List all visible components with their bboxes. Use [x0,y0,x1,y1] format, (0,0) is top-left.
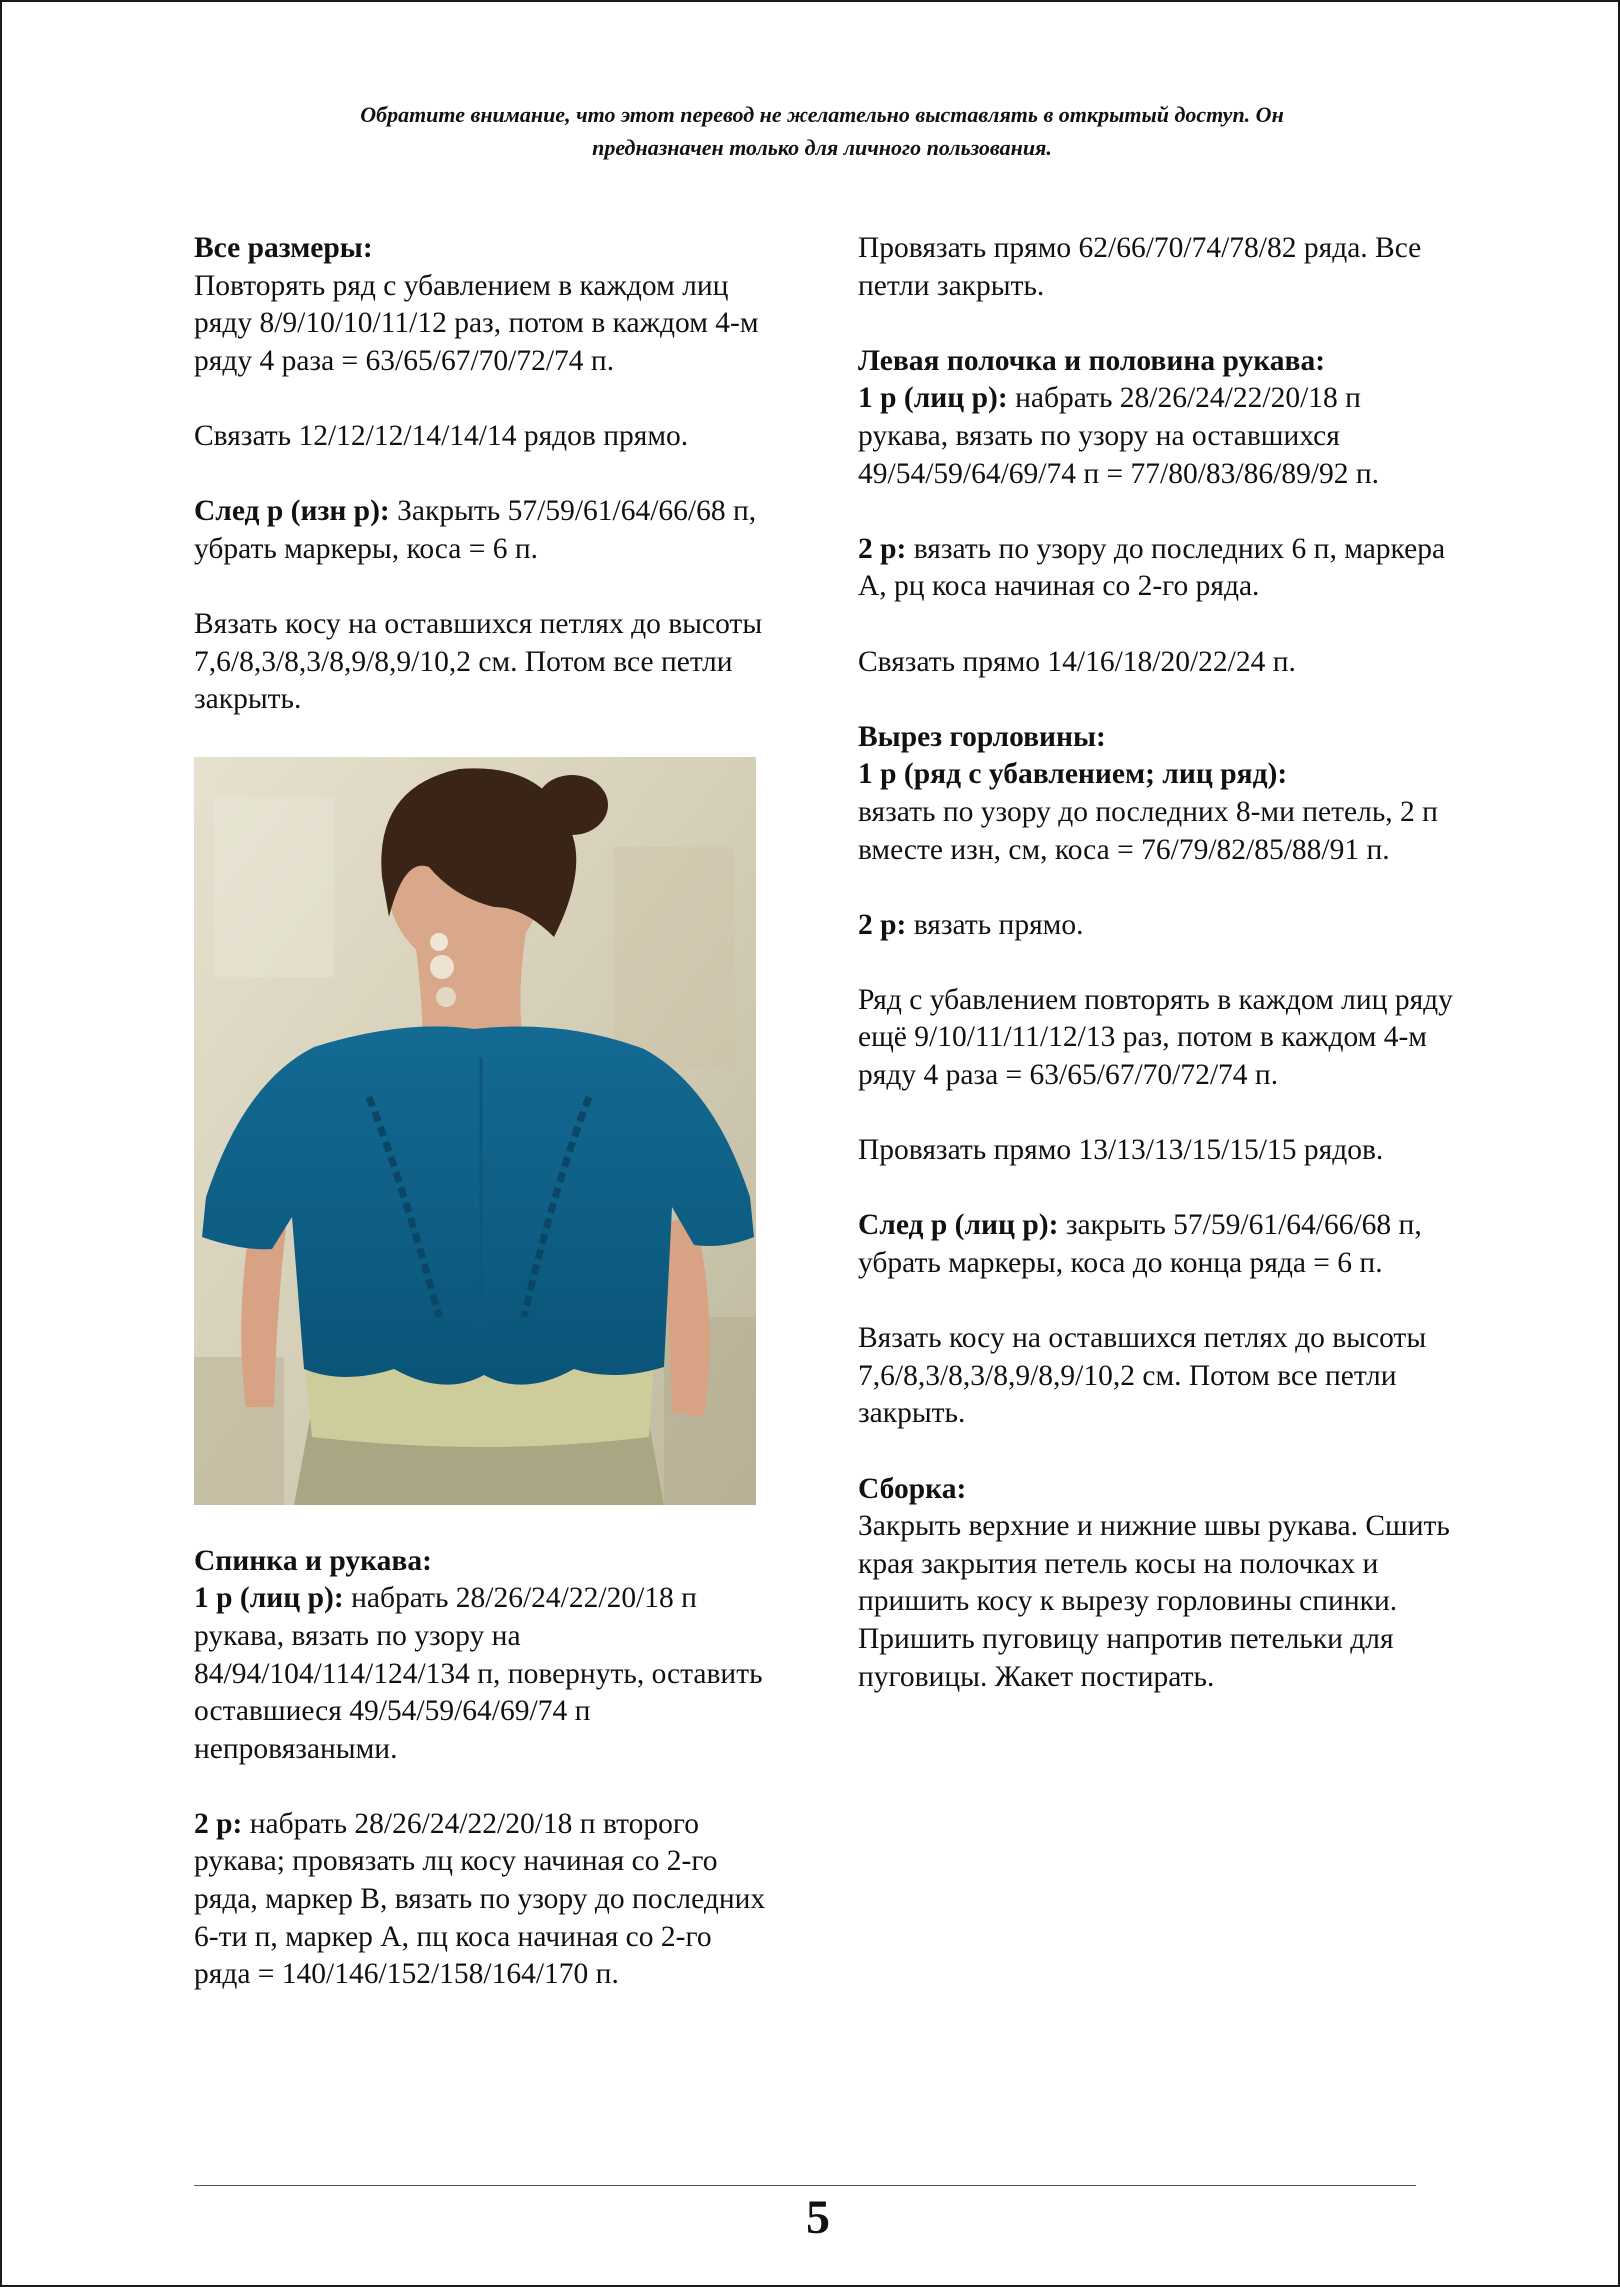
repeat-paragraph [858,982,1458,1095]
model-photo [194,757,756,1505]
neckline-row1-lead: 1 р (ряд с убавлением; лиц ряд): [858,758,1288,791]
left-front-row2-paragraph [858,531,1458,606]
right-column [858,230,1458,1734]
next-row-text: Закрыть 57/59/61/64/66/68 п, убрать маркеры, коса = 6 п. [194,495,757,565]
knit-straight-text: Связать прямо 14/16/18/20/22/24 п. [858,645,1296,678]
page-number: 5 [806,2191,830,2244]
next-row-paragraph [194,493,774,568]
left-front-row1-lead: 1 р (лиц р): [858,382,1008,415]
assembly-heading: Сборка: [858,1472,967,1505]
notice-line-2: предназначен только для личного пользования. [592,135,1052,160]
back-section [194,1543,774,1769]
back-row1-text: набрать 28/26/24/22/20/18 п рукава, вязать по узору на 84/94/104/114/124/134 п, повернуть, оставить оставшиеся 49/54/59/64/69/74 п непровязаными. [194,1582,763,1765]
right-next-row-lead: След р (лиц р): [858,1209,1059,1242]
cable-paragraph [194,606,774,719]
left-front-section [858,343,1458,493]
right-next-row-text: закрыть 57/59/61/64/66/68 п, убрать маркеры, коса до конца ряда = 6 п. [858,1209,1422,1280]
right-cable-paragraph [858,1320,1458,1433]
neckline-heading: Вырез горловины: [858,720,1106,753]
privacy-notice [152,98,1492,164]
straight2-paragraph [858,1132,1458,1170]
right-next-row-paragraph [858,1207,1458,1282]
neckline-row1-text: вязать по узору до последних 8-ми петель, 2 п вместе изн, см, коса = 76/79/82/85/88/91 п. [858,795,1438,866]
back-row2-lead: 2 р: [194,1807,243,1840]
footer-divider [194,2185,1416,2186]
all-sizes-section [194,230,774,380]
left-front-row1-text: набрать 28/26/24/22/20/18 п рукава, вязать по узору на оставшихся 49/54/59/64/69/74 п = 77/80/83/86/89/92 п. [858,382,1380,490]
cable-text: Вязать косу на оставшихся петлях до высоты 7,6/8,3/8,3/8,9/8,9/10,2 см. Потом все петли закрыть. [194,607,763,716]
all-sizes-heading: Все размеры: [194,232,373,264]
back-row2-paragraph [194,1806,774,1994]
right-cable-text: Вязать косу на оставшихся петлях до высоты 7,6/8,3/8,3/8,9/8,9/10,2 см. Потом все петли закрыть. [858,1322,1427,1430]
neckline-row2-lead: 2 р: [858,908,907,941]
assembly-section [858,1471,1458,1697]
back-row2-text: набрать 28/26/24/22/20/18 п второго рукава; провязать лц косу начиная со 2-го ряда, маркер В, вязать по узору до последних 6-ти п, маркер А, пц коса начиная со 2-го ряда = 140/146/152/158/164/170 п. [194,1807,766,1991]
neckline-row2-paragraph [858,907,1458,945]
repeat-text: Ряд с убавлением повторять в каждом лиц ряду ещё 9/10/11/11/12/13 раз, потом в каждом 4-м ряду 4 раза = 63/65/67/70/72/74 п. [858,983,1453,1092]
all-sizes-text: Повторять ряд с убавлением в каждом лиц ряду 8/9/10/10/11/12 раз, потом в каждом 4-м ряду 4 раза = 63/65/67/70/72/74 п. [194,269,759,377]
notice-line-1: Обратите внимание, что этот перевод не желательно выставлять в открытый доступ. Он [360,102,1284,127]
back-heading: Спинка и рукава: [194,1544,432,1577]
neckline-row2-text: вязать прямо. [906,908,1084,941]
straight2-text: Провязать прямо 13/13/13/15/15/15 рядов. [858,1134,1384,1167]
back-row1-lead: 1 р (лиц р): [194,1582,344,1615]
straight-rows-paragraph [194,418,774,456]
next-row-lead: След р (изн р): [194,495,390,528]
right-straight-text: Провязать прямо 62/66/70/74/78/82 ряда. Все петли закрыть. [858,232,1422,302]
knit-straight-paragraph [858,644,1458,682]
right-straight-paragraph [858,230,1458,305]
straight-rows-text: Связать 12/12/12/14/14/14 рядов прямо. [194,419,689,452]
assembly-text: Закрыть верхние и нижние швы рукава. Сшить края закрытия петель косы на полочках и пришить косу к вырезу горловины спинки. Пришить пуговицу напротив петельки для пуговицы. Жакет постирать. [858,1510,1450,1693]
neckline-section [858,719,1458,869]
left-front-row2-lead: 2 р: [858,532,907,565]
left-front-heading: Левая полочка и половина рукава: [858,344,1326,377]
left-column [194,230,774,2031]
left-front-row2-text: вязать по узору до последних 6 п, маркера А, рц коса начиная со 2-го ряда. [858,532,1446,603]
